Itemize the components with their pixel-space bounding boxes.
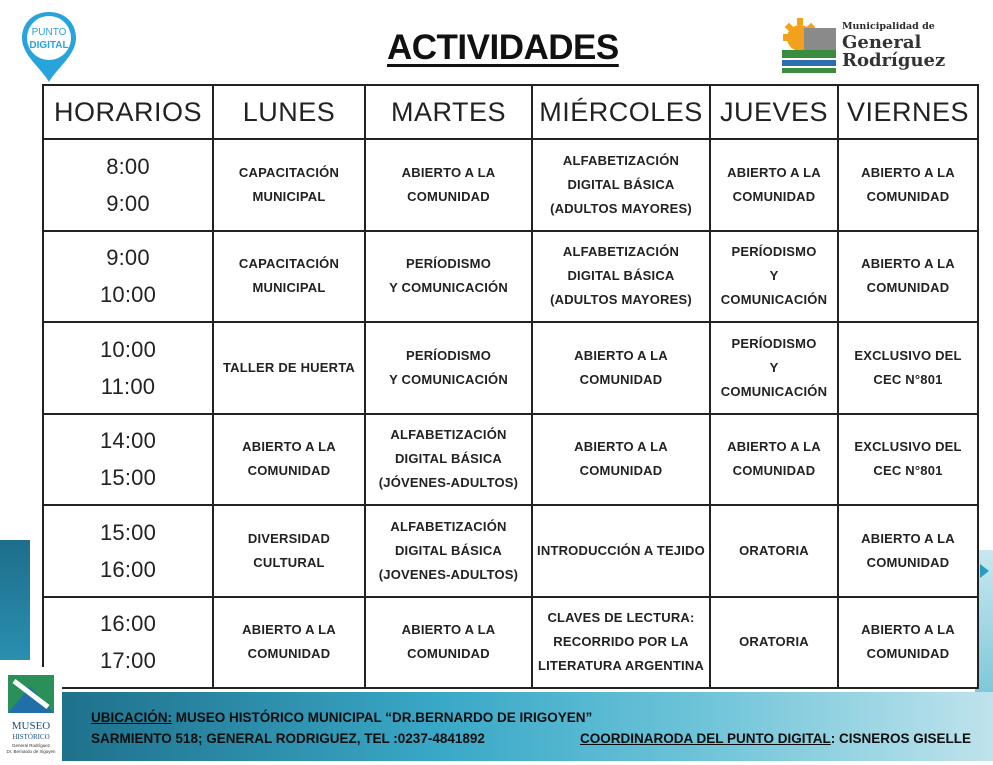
schedule-table — [42, 84, 979, 689]
time-start: 10:00 — [99, 336, 157, 362]
activity-label: TALLER DE HUERTA — [223, 359, 355, 375]
activity-label: EXCLUSIVO DEL CEC N°801 — [854, 347, 962, 387]
activity-label: EXCLUSIVO DEL CEC N°801 — [854, 439, 962, 479]
activity-cell — [213, 322, 365, 414]
activity-label: DIVERSIDAD CULTURAL — [247, 530, 331, 570]
activity-cell — [365, 597, 532, 689]
table-row — [43, 597, 978, 689]
activity-label: PERÍODISMO Y COMUNICACIÓN — [389, 256, 508, 296]
activity-cell — [532, 139, 710, 231]
activity-label: CAPACITACIÓN MUNICIPAL — [238, 256, 340, 296]
municipalidad-line2: General — [842, 31, 922, 53]
museo-historico-logo — [0, 667, 62, 761]
activity-label: PERÍODISMO Y COMUNICACIÓN — [720, 335, 828, 399]
table-header-row — [43, 85, 978, 139]
municipalidad-line3: Rodríguez — [842, 49, 946, 71]
time-end: 17:00 — [99, 648, 157, 674]
punto-digital-logo — [19, 10, 79, 84]
activity-cell — [710, 139, 838, 231]
svg-text:HISTÓRICO: HISTÓRICO — [12, 733, 50, 741]
activity-cell — [213, 414, 365, 506]
activity-label: CLAVES DE LECTURA: RECORRIDO POR LA LITERATURA ARGENTINA — [537, 610, 704, 674]
time-cell — [43, 322, 213, 414]
time-cell — [43, 414, 213, 506]
activity-label: ABIERTO A LA COMUNIDAD — [861, 530, 955, 570]
time-start: 16:00 — [99, 611, 157, 637]
activity-cell — [365, 231, 532, 323]
table-row — [43, 322, 978, 414]
location-info — [91, 707, 592, 749]
activity-cell — [838, 322, 978, 414]
activity-label: ABIERTO A LA COMUNIDAD — [861, 164, 955, 204]
activity-cell — [213, 139, 365, 231]
time-end: 11:00 — [100, 373, 156, 399]
time-start: 15:00 — [99, 519, 157, 545]
address-text: SARMIENTO 518; GENERAL RODRIGUEZ, TEL :0237-4841892 — [91, 731, 485, 746]
header-martes: MARTES — [365, 85, 532, 139]
activity-cell — [365, 139, 532, 231]
svg-text:PUNTO: PUNTO — [31, 27, 67, 38]
activity-cell — [710, 505, 838, 597]
activity-cell — [532, 414, 710, 506]
time-end: 16:00 — [99, 556, 157, 582]
coordinator-value: : CISNEROS GISELLE — [830, 731, 972, 746]
activity-cell — [838, 505, 978, 597]
svg-text:DIGITAL: DIGITAL — [29, 40, 69, 51]
municipalidad-logo — [780, 12, 980, 80]
activity-label: CAPACITACIÓN MUNICIPAL — [238, 164, 340, 204]
activity-label: ABIERTO A LA COMUNIDAD — [727, 164, 821, 204]
time-start: 9:00 — [106, 245, 150, 271]
activity-label: ALFABETIZACIÓN DIGITAL BÁSICA (ADULTOS MAYORES) — [550, 244, 692, 308]
activity-cell — [532, 322, 710, 414]
header-lunes: LUNES — [213, 85, 365, 139]
activity-cell — [710, 231, 838, 323]
activity-cell — [838, 231, 978, 323]
activity-cell — [213, 231, 365, 323]
activity-cell — [838, 139, 978, 231]
activity-label: ABIERTO A LA COMUNIDAD — [861, 256, 955, 296]
activity-cell — [532, 505, 710, 597]
activity-cell — [213, 505, 365, 597]
time-start: 8:00 — [106, 153, 150, 179]
activity-label: ABIERTO A LA COMUNIDAD — [861, 622, 955, 662]
activity-label: ALFABETIZACIÓN DIGITAL BÁSICA (ADULTOS MAYORES) — [550, 152, 692, 216]
coordinator-label: COORDINARODA DEL PUNTO DIGITAL — [580, 731, 831, 746]
activity-cell — [710, 597, 838, 689]
svg-text:Dr. Bernardo de Irigoyen: Dr. Bernardo de Irigoyen — [6, 749, 56, 754]
municipalidad-line1: Municipalidad de — [842, 21, 935, 32]
activity-label: ORATORIA — [739, 634, 809, 650]
table-row — [43, 139, 978, 231]
time-cell — [43, 139, 213, 231]
activity-cell — [213, 597, 365, 689]
location-value: MUSEO HISTÓRICO MUNICIPAL “DR.BERNARDO DE IRIGOYEN” — [172, 710, 593, 725]
activity-label: ABIERTO A LA COMUNIDAD — [242, 622, 336, 662]
activity-label: PERÍODISMO Y COMUNICACIÓN — [389, 347, 508, 387]
activity-label: ABIERTO A LA COMUNIDAD — [727, 439, 821, 479]
time-end: 10:00 — [99, 282, 157, 308]
activity-label: ABIERTO A LA COMUNIDAD — [574, 439, 668, 479]
activity-label: INTRODUCCIÓN A TEJIDO — [537, 542, 705, 558]
header-horarios: HORARIOS — [43, 85, 213, 139]
table-row — [43, 505, 978, 597]
svg-text:MUSEO: MUSEO — [11, 720, 51, 732]
time-end: 9:00 — [106, 190, 150, 216]
time-cell — [43, 231, 213, 323]
activity-cell — [838, 414, 978, 506]
header-miercoles: MIÉRCOLES — [532, 85, 710, 139]
header-viernes: VIERNES — [838, 85, 978, 139]
activity-label: ABIERTO A LA COMUNIDAD — [401, 164, 496, 204]
activity-cell — [838, 597, 978, 689]
time-end: 15:00 — [99, 465, 157, 491]
activity-label: ALFABETIZACIÓN DIGITAL BÁSICA (JOVENES-ADULTOS) — [378, 518, 519, 582]
svg-text:General Rodríguez: General Rodríguez — [11, 743, 51, 748]
activity-label: ABIERTO A LA COMUNIDAD — [574, 347, 668, 387]
activity-cell — [710, 414, 838, 506]
activity-cell — [365, 322, 532, 414]
activity-cell — [532, 597, 710, 689]
time-cell — [43, 597, 213, 689]
arrow-icon — [980, 564, 989, 578]
municipalidad-emblem-icon — [780, 12, 838, 76]
activity-label: ORATORIA — [739, 542, 809, 558]
time-start: 14:00 — [99, 428, 157, 454]
slide-decoration-left — [0, 540, 30, 660]
activity-cell — [532, 231, 710, 323]
activity-label: ABIERTO A LA COMUNIDAD — [401, 622, 496, 662]
table-row — [43, 231, 978, 323]
table-row — [43, 414, 978, 506]
activity-cell — [365, 505, 532, 597]
coordinator-info — [580, 731, 971, 746]
activity-label: PERÍODISMO Y COMUNICACIÓN — [720, 244, 828, 308]
activity-label: ALFABETIZACIÓN DIGITAL BÁSICA (JÓVENES-ADULTOS) — [378, 427, 519, 491]
activity-label: ABIERTO A LA COMUNIDAD — [242, 439, 336, 479]
activity-cell — [365, 414, 532, 506]
location-label: UBICACIÓN: — [91, 710, 172, 725]
time-cell — [43, 505, 213, 597]
municipalidad-name — [842, 22, 945, 70]
activity-cell — [710, 322, 838, 414]
page-title: ACTIVIDADES — [387, 28, 619, 67]
header-jueves: JUEVES — [710, 85, 838, 139]
